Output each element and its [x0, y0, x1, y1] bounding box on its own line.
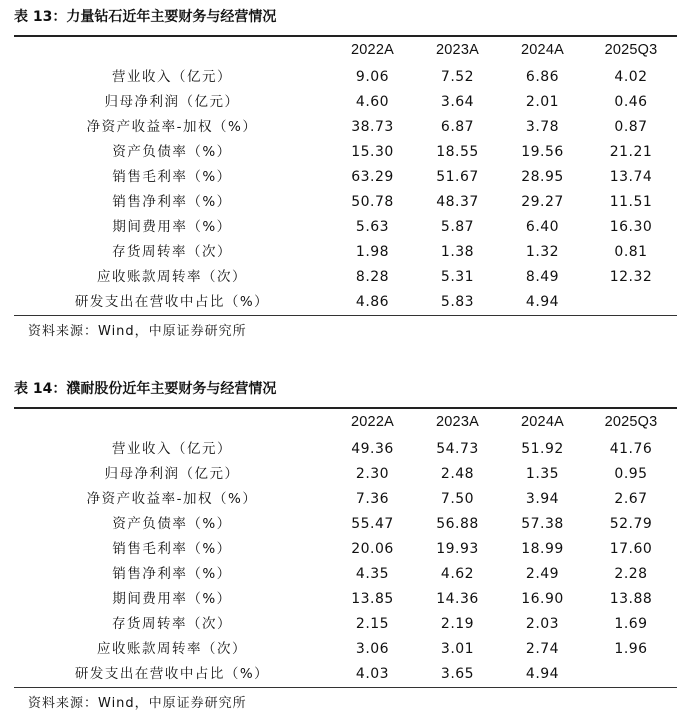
value-cell: 48.37 — [436, 194, 479, 210]
table-row — [14, 462, 677, 487]
value-cell: 4.94 — [525, 294, 560, 310]
row-label: 期间费用率（%） — [112, 591, 232, 607]
value-cell: 19.93 — [436, 541, 479, 557]
row-label: 销售毛利率（%） — [112, 541, 232, 557]
value-cell: 5.63 — [355, 219, 390, 235]
value-cell: 0.81 — [614, 244, 648, 260]
value-cell: 1.69 — [614, 616, 648, 632]
column-header: 2022A — [351, 42, 394, 58]
table-row — [14, 537, 677, 562]
column-header: 2025Q3 — [604, 414, 658, 430]
value-cell: 29.27 — [521, 194, 564, 210]
value-cell: 51.92 — [521, 441, 564, 457]
value-cell: 7.36 — [355, 491, 390, 507]
table-header-row — [14, 38, 677, 63]
value-cell: 2.49 — [525, 566, 560, 582]
value-cell: 18.55 — [436, 144, 479, 160]
value-cell: 4.86 — [355, 294, 390, 310]
value-cell: 57.38 — [521, 516, 564, 532]
column-header: 2022A — [351, 414, 394, 430]
row-label: 研发支出在营收中占比（%） — [74, 666, 270, 682]
value-cell: 6.40 — [525, 219, 560, 235]
value-cell: 0.87 — [614, 119, 648, 135]
value-cell: 38.73 — [351, 119, 394, 135]
value-cell: 13.88 — [609, 591, 653, 607]
value-cell: 13.85 — [351, 591, 394, 607]
column-header: 2023A — [436, 414, 479, 430]
table-bottom-rule — [14, 315, 677, 316]
table-row — [14, 512, 677, 537]
value-cell: 2.28 — [614, 566, 648, 582]
table-row — [14, 612, 677, 637]
source-note: 资料来源：Wind，中原证券研究所 — [28, 324, 247, 339]
table-row — [14, 65, 677, 90]
row-label: 净资产收益率-加权（%） — [86, 491, 258, 507]
value-cell: 0.95 — [614, 466, 648, 482]
value-cell: 3.65 — [440, 666, 475, 682]
row-label: 营业收入（亿元） — [112, 441, 232, 457]
value-cell: 1.96 — [614, 641, 648, 657]
value-cell: 54.73 — [436, 441, 479, 457]
table-row — [14, 662, 677, 687]
column-header: 2023A — [436, 42, 479, 58]
column-header: 2024A — [521, 414, 564, 430]
row-label: 应收账款周转率（次） — [97, 641, 247, 657]
value-cell: 50.78 — [351, 194, 394, 210]
row-label: 资产负债率（%） — [112, 144, 232, 160]
value-cell: 2.03 — [525, 616, 560, 632]
value-cell: 6.86 — [525, 69, 560, 85]
value-cell: 3.01 — [440, 641, 475, 657]
row-label: 归母净利润（亿元） — [104, 466, 240, 482]
table-header-row — [14, 410, 677, 435]
value-cell: 7.50 — [440, 491, 475, 507]
row-label: 销售毛利率（%） — [112, 169, 232, 185]
value-cell: 49.36 — [351, 441, 394, 457]
value-cell: 63.29 — [351, 169, 394, 185]
column-header: 2024A — [521, 42, 564, 58]
row-label: 存货周转率（次） — [112, 244, 232, 260]
value-cell: 55.47 — [351, 516, 394, 532]
value-cell: 4.03 — [355, 666, 390, 682]
table-top-rule — [14, 35, 677, 37]
header-label-cell — [14, 38, 330, 63]
row-label: 销售净利率（%） — [112, 566, 232, 582]
table-row — [14, 215, 677, 240]
table-title: 表 14：濮耐股份近年主要财务与经营情况 — [14, 381, 277, 397]
row-label: 应收账款周转率（次） — [97, 269, 247, 285]
value-cell — [585, 662, 677, 687]
table-row — [14, 165, 677, 190]
table-row — [14, 190, 677, 215]
value-cell: 4.60 — [355, 94, 390, 110]
source-note: 资料来源：Wind，中原证券研究所 — [28, 696, 247, 711]
value-cell: 13.74 — [609, 169, 653, 185]
row-label: 期间费用率（%） — [112, 219, 232, 235]
row-label: 销售净利率（%） — [112, 194, 232, 210]
value-cell: 3.64 — [440, 94, 475, 110]
value-cell: 20.06 — [351, 541, 394, 557]
value-cell: 7.52 — [440, 69, 475, 85]
value-cell: 2.48 — [440, 466, 475, 482]
table-row — [14, 115, 677, 140]
value-cell: 2.74 — [525, 641, 560, 657]
value-cell: 28.95 — [521, 169, 564, 185]
value-cell: 16.30 — [609, 219, 653, 235]
table-row — [14, 240, 677, 265]
value-cell: 3.78 — [525, 119, 560, 135]
value-cell: 16.90 — [521, 591, 564, 607]
value-cell: 2.15 — [355, 616, 390, 632]
table-top-rule — [14, 407, 677, 409]
row-label: 营业收入（亿元） — [112, 69, 232, 85]
value-cell: 12.32 — [609, 269, 653, 285]
row-label: 净资产收益率-加权（%） — [86, 119, 258, 135]
row-label: 存货周转率（次） — [112, 616, 232, 632]
value-cell: 4.94 — [525, 666, 560, 682]
value-cell: 51.67 — [436, 169, 479, 185]
value-cell: 5.87 — [440, 219, 475, 235]
value-cell — [585, 290, 677, 315]
value-cell: 52.79 — [609, 516, 653, 532]
row-label: 研发支出在营收中占比（%） — [74, 294, 270, 310]
value-cell: 1.35 — [525, 466, 560, 482]
value-cell: 6.87 — [440, 119, 475, 135]
value-cell: 18.99 — [521, 541, 564, 557]
value-cell: 15.30 — [351, 144, 394, 160]
value-cell: 0.46 — [614, 94, 648, 110]
table-title: 表 13：力量钻石近年主要财务与经营情况 — [14, 9, 277, 25]
value-cell: 3.06 — [355, 641, 390, 657]
row-label: 归母净利润（亿元） — [104, 94, 240, 110]
value-cell: 5.31 — [440, 269, 475, 285]
value-cell: 2.30 — [355, 466, 390, 482]
value-cell: 2.67 — [614, 491, 648, 507]
value-cell: 2.01 — [525, 94, 560, 110]
table-row — [14, 562, 677, 587]
row-label: 资产负债率（%） — [112, 516, 232, 532]
value-cell: 2.19 — [440, 616, 475, 632]
value-cell: 19.56 — [521, 144, 564, 160]
table-row — [14, 265, 677, 290]
value-cell: 1.38 — [440, 244, 475, 260]
value-cell: 5.83 — [440, 294, 475, 310]
value-cell: 17.60 — [609, 541, 653, 557]
table-row — [14, 140, 677, 165]
value-cell: 8.28 — [355, 269, 390, 285]
value-cell: 4.02 — [614, 69, 648, 85]
value-cell: 41.76 — [609, 441, 653, 457]
table-row — [14, 290, 677, 315]
value-cell: 56.88 — [436, 516, 479, 532]
table-row — [14, 637, 677, 662]
table-row — [14, 437, 677, 462]
header-label-cell — [14, 410, 330, 435]
value-cell: 14.36 — [436, 591, 479, 607]
value-cell: 21.21 — [609, 144, 653, 160]
table-row — [14, 487, 677, 512]
value-cell: 11.51 — [609, 194, 653, 210]
table-row — [14, 587, 677, 612]
value-cell: 4.62 — [440, 566, 475, 582]
value-cell: 4.35 — [355, 566, 390, 582]
table-bottom-rule — [14, 687, 677, 688]
value-cell: 1.98 — [355, 244, 390, 260]
value-cell: 3.94 — [525, 491, 560, 507]
value-cell: 8.49 — [525, 269, 560, 285]
value-cell: 9.06 — [355, 69, 390, 85]
column-header: 2025Q3 — [604, 42, 658, 58]
value-cell: 1.32 — [525, 244, 560, 260]
table-row — [14, 90, 677, 115]
